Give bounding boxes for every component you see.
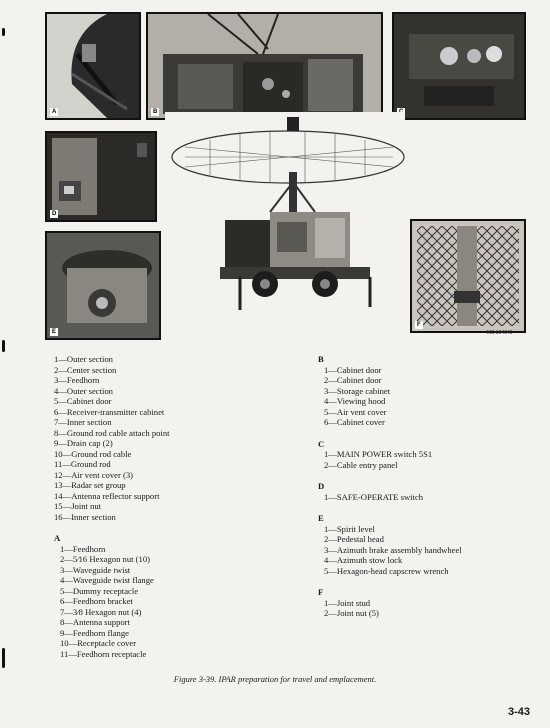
legend-item: 2—Cabinet door [324,375,382,385]
legend-group [318,439,528,471]
legend-group [54,533,294,659]
power-panel-photo [394,14,524,118]
inset-photo-b [146,12,383,120]
legend-group-heading: E [318,513,324,523]
legend-item: 7—Inner section [54,417,112,427]
legend-item: 12—Air vent cover (3) [54,469,133,480]
switch-panel-photo [47,133,155,220]
inset-label-a: A [52,109,57,115]
legend-item: 4—Outer section [54,385,113,396]
figure-photo-montage [0,0,550,346]
legend-item: 2—5⁄16 Hexagon nut (10) [60,554,150,564]
inset-label-e: E [52,329,57,335]
legend-item: 1—Joint stud [324,597,371,608]
pedestal-photo [47,233,159,338]
legend-item: 3—Storage cabinet [324,385,391,396]
legend-group [318,587,528,619]
page-number: 3-43 [507,706,530,718]
legend-group-heading: A [54,533,61,543]
figure-caption: Figure 3-39. IPAR preparation for travel and emplacement. [173,674,377,684]
legend-item: 1—SAFE-OPERATE switch [324,491,424,502]
legend-right-column [318,354,528,630]
legend-item: 3—Azimuth brake assembly handwheel [324,544,462,555]
legend-left-column [54,354,294,670]
main-radar-photo [165,112,405,334]
legend-item: 15—Joint nut [54,501,102,511]
legend-group-heading: B [318,354,324,364]
legend-item: 2—Joint nut (5) [324,608,379,618]
binding-mark-middle [2,340,5,352]
legend-item: 2—Cable entry panel [324,459,398,470]
legend-item: 6—Receiver-transmitter cabinet [54,406,165,417]
legend-item: 4—Waveguide twist flange [60,575,154,585]
legend-item: 1—Outer section [54,354,113,364]
joint-nut-photo [412,221,524,331]
legend-item: 4—Viewing hood [324,396,386,406]
legend-group-heading: C [318,438,325,449]
legend-item: 2—Center section [54,364,117,375]
legend-item: 11—Ground rod [54,459,111,469]
legend-item: 10—Ground rod cable [54,448,132,459]
legend-item: 10—Receptacle cover [60,638,137,648]
binding-mark-top [2,28,5,36]
legend-item: 5—Hexagon-head capscrew wrench [324,565,449,576]
legend-group [318,354,528,428]
inset-label-b: B [153,109,158,115]
legend-item: 2—Pedestal head [324,534,384,544]
legend-item: 3—Feedhorn [54,375,100,385]
legend-left-groups [54,533,294,659]
legend-group-heading: F [318,587,324,597]
legend-item: 6—Cabinet cover [324,417,385,427]
cabinet-photo [148,14,381,118]
inset-photo-f [410,219,526,333]
inset-photo-e [45,231,161,340]
inset-label-d: D [52,211,57,217]
radar-trailer-illustration [165,112,405,334]
legend-item: 13—Radar set group [54,480,126,490]
legend-item: 4—Azimuth stow lock [324,555,403,565]
legend-item: 1—MAIN POWER switch 5S1 [324,449,433,459]
legend-item: 11—Feedhorn receptacle [60,648,147,659]
inset-label-f: F [417,322,421,328]
legend-item: 1—Spirit level [324,523,375,534]
inset-photo-d [45,131,157,222]
legend-item: 8—Ground rod cable attach point [54,427,170,438]
legend-item: 8—Antenna support [60,617,130,627]
feedhorn-photo [47,14,139,118]
legend-item: 7—3⁄8 Hexagon nut (4) [60,606,142,617]
legend-item: 9—Drain cap (2) [54,438,113,448]
legend-main-group [54,354,294,522]
legend-group [318,481,528,502]
ms-number: MS 164649 [487,330,513,336]
inset-photo-a [45,12,141,120]
binding-mark-bottom [2,648,5,668]
legend-item: 14—Antenna reflector support [54,490,160,501]
legend-item: 9—Feedhorn flange [60,627,129,638]
legend-group [318,513,528,576]
legend-item: 1—Feedhorn [60,543,106,554]
legend-item: 5—Dummy receptacle [60,585,139,596]
legend-item: 1—Cabinet door [324,364,382,375]
legend-item: 3—Waveguide twist [60,564,131,575]
legend-item: 6—Feedhorn bracket [60,596,133,606]
legend-item: 16—Inner section [54,511,116,522]
legend-group-heading: D [318,481,325,491]
inset-photo-c [392,12,526,120]
legend-item: 5—Air vent cover [324,406,387,417]
legend-item: 5—Cabinet door [54,396,112,406]
